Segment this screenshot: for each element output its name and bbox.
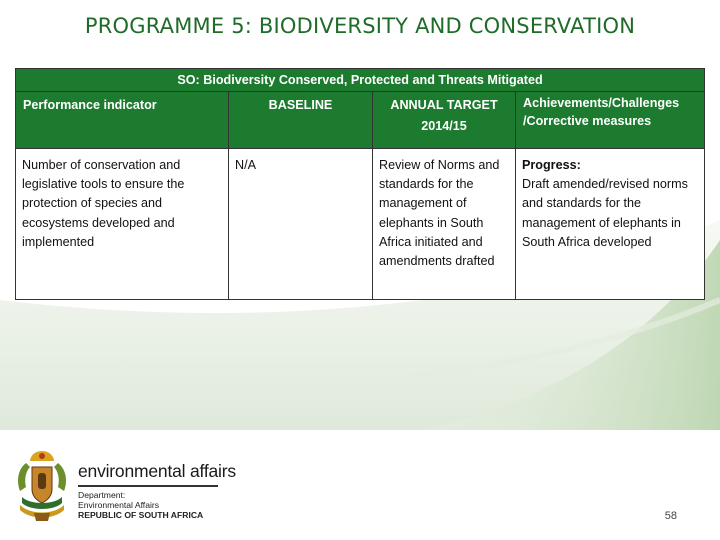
column-header-row (16, 92, 705, 149)
baseline-text: N/A (235, 158, 256, 172)
header-achievements (516, 92, 705, 149)
department-logo (12, 445, 242, 525)
header-target-line1: ANNUAL TARGET (390, 98, 498, 112)
cell-baseline (229, 149, 373, 300)
indicator-text: Number of conservation and legislative tools to ensure the protection of species and ecosystems developed and implemented (22, 158, 185, 249)
header-baseline (229, 92, 373, 149)
table-row (16, 149, 705, 300)
cell-indicator (16, 149, 229, 300)
progress-text: Draft amended/revised norms and standards for the management of elephants in South Africa developed (522, 177, 688, 249)
header-target-line2: 2014/15 (421, 119, 467, 133)
logo-divider (78, 485, 218, 487)
header-baseline-label: BASELINE (268, 98, 333, 112)
dept-label: Department: (78, 490, 126, 500)
country-name: REPUBLIC OF SOUTH AFRICA (78, 510, 204, 520)
header-indicator-label: Performance indicator (23, 98, 157, 112)
target-text: Review of Norms and standards for the management of elephants in South Africa initiated and amendments drafted (379, 158, 500, 269)
page-number: 58 (664, 510, 677, 522)
progress-label: Progress: (522, 158, 581, 172)
header-achievements-line2: /Corrective measures (523, 114, 652, 128)
cell-achievements (516, 149, 705, 300)
coat-of-arms-icon (12, 447, 72, 523)
cell-target (373, 149, 516, 300)
page-title: PROGRAMME 5: BIODIVERSITY AND CONSERVATION (84, 14, 636, 38)
org-name: environmental affairs (78, 461, 236, 481)
dept-name: Environmental Affairs (78, 500, 160, 510)
biodiversity-table (15, 68, 705, 300)
so-header: SO: Biodiversity Conserved, Protected and Threats Mitigated (16, 69, 705, 92)
header-achievements-line1: Achievements/Challenges (523, 96, 680, 110)
header-target (373, 92, 516, 149)
header-indicator (16, 92, 229, 149)
